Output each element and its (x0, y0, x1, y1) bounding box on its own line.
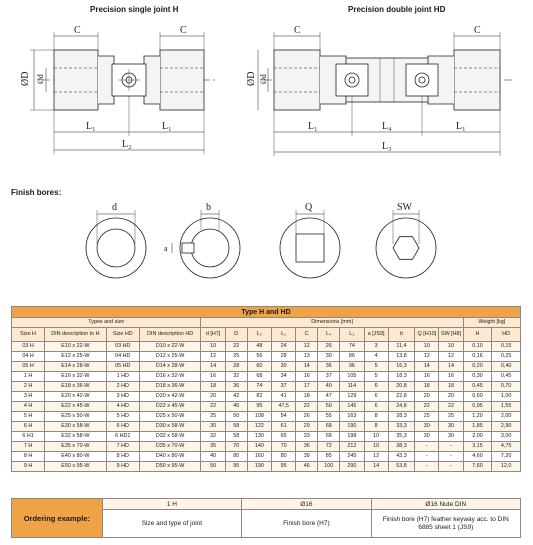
column-header: DIN description HD (139, 328, 201, 342)
bore-b-label: b (206, 202, 211, 213)
table-cell: 14 (296, 362, 318, 372)
table-cell: 28,3 (388, 412, 414, 422)
table-cell: 12 (201, 352, 225, 362)
table-cell: 68 (318, 422, 340, 432)
table-cell: 16 (415, 372, 439, 382)
table-cell: 3,00 (492, 432, 521, 442)
bore-sw-label: SW (397, 202, 412, 213)
table-row (12, 372, 521, 382)
table-cell: 0,60 (463, 392, 492, 402)
dim-c-left: C (294, 25, 301, 36)
table-cell: 20,8 (388, 382, 414, 392)
table-cell: 14 (439, 362, 463, 372)
table-row (12, 342, 521, 352)
table-cell: 12 (439, 352, 463, 362)
table-cell: 2,00 (463, 432, 492, 442)
spec-table-container (11, 306, 521, 472)
dim-l1-left: L₁ (308, 121, 318, 132)
table-cell: 46 (296, 462, 318, 472)
table-cell: 70 (225, 442, 247, 452)
table-cell: 24 (271, 342, 295, 352)
table-cell: 04 HD (106, 352, 139, 362)
order-col-size (102, 499, 241, 537)
table-cell: 39 (296, 452, 318, 462)
table-row (12, 362, 521, 372)
table-cell: 14 (201, 362, 225, 372)
table-cell: 20 (201, 392, 225, 402)
table-cell: 28 (271, 352, 295, 362)
table-cell: 30 (201, 422, 225, 432)
dim-bore-diameter: Ød (259, 74, 268, 84)
table-cell: 22 (201, 402, 225, 412)
table-cell: 16 (296, 372, 318, 382)
column-header: C (296, 328, 318, 342)
table-cell: 13,8 (388, 352, 414, 362)
table-cell: 6 HD (106, 422, 139, 432)
table-cell: D32 x 58-W (139, 432, 201, 442)
table-cell: 140 (247, 442, 271, 452)
table-cell: 40 (201, 452, 225, 462)
table-cell: - (439, 462, 463, 472)
table-cell: 190 (247, 462, 271, 472)
table-cell: 3 (364, 342, 388, 352)
table-cell: E18 x 36-W (45, 382, 107, 392)
table-row (12, 452, 521, 462)
table-cell: 35 (201, 442, 225, 452)
table-cell: 45 (225, 402, 247, 412)
table-cell: 61 (271, 422, 295, 432)
table-cell: 163 (340, 412, 364, 422)
table-cell: D30 x 58-W (139, 422, 201, 432)
table-cell: 50 (225, 412, 247, 422)
table-cell: 1,55 (492, 402, 521, 412)
table-cell: 5 HD (106, 412, 139, 422)
table-cell: 4 H (12, 402, 45, 412)
dim-c-left: C (74, 25, 81, 36)
table-cell: E35 x 70-W (45, 442, 107, 452)
table-cell: D10 x 22-W (139, 342, 201, 352)
column-header: DIN description to H (45, 328, 107, 342)
table-cell: 6 (364, 392, 388, 402)
column-header: L₃ (340, 328, 364, 342)
order-keyway-value: Ø16 Nute DIN (372, 499, 520, 510)
table-cell: 04 H (12, 352, 45, 362)
table-cell: 22 (439, 402, 463, 412)
table-cell: 80 (271, 452, 295, 462)
table-cell: 11,4 (388, 342, 414, 352)
table-cell: 54 (271, 412, 295, 422)
table-cell: 0,15 (492, 342, 521, 352)
single-joint-drawing (8, 14, 248, 164)
table-cell: 1 HD (106, 372, 139, 382)
table-cell: 6 (364, 382, 388, 392)
table-cell: E30 x 58-W (45, 422, 107, 432)
table-cell: 53,8 (388, 462, 414, 472)
column-header: SW [H8] (439, 328, 463, 342)
table-cell: D25 x 50-W (139, 412, 201, 422)
table-cell: 0,30 (463, 372, 492, 382)
table-cell: 42 (225, 392, 247, 402)
table-cell: 33 (296, 432, 318, 442)
table-cell: 6 H1 (12, 432, 45, 442)
table-row (12, 392, 521, 402)
dim-outer-diameter: ØD (246, 71, 257, 86)
table-cell: 68 (318, 432, 340, 442)
column-header: d [H7] (201, 328, 225, 342)
table-cell: 1 H (12, 372, 45, 382)
table-cell: D16 x 32-W (139, 372, 201, 382)
table-row (12, 442, 521, 452)
bore-a-label: a (164, 244, 168, 253)
column-headers (12, 328, 521, 342)
table-cell: 16,3 (388, 362, 414, 372)
order-size-value: 1 H (103, 499, 241, 510)
table-cell: 100 (318, 462, 340, 472)
table-cell: 25 (201, 412, 225, 422)
table-cell: 05 HD (106, 362, 139, 372)
table-cell: E40 x 80-W (45, 452, 107, 462)
table-cell: 12 (415, 352, 439, 362)
table-cell: 245 (340, 452, 364, 462)
table-cell: 12 (364, 452, 388, 462)
table-cell: - (415, 442, 439, 452)
table-cell: 41 (271, 392, 295, 402)
table-cell: 7,20 (492, 452, 521, 462)
dim-l3: L₃ (382, 141, 392, 152)
table-row (12, 352, 521, 362)
table-cell: 1,85 (463, 422, 492, 432)
table-cell: 24,8 (388, 402, 414, 412)
table-cell: 34 (271, 372, 295, 382)
table-cell: - (439, 452, 463, 462)
table-cell: D14 x 28-W (139, 362, 201, 372)
table-cell: 72 (318, 442, 340, 452)
table-cell: 37 (271, 382, 295, 392)
table-cell: 7 HD (106, 442, 139, 452)
table-cell: 18 (439, 382, 463, 392)
table-cell: 26 (296, 412, 318, 422)
table-cell: 50 (318, 402, 340, 412)
table-cell: 0,25 (492, 352, 521, 362)
table-cell: 3,15 (463, 442, 492, 452)
table-cell: 96 (340, 362, 364, 372)
table-cell: 95 (271, 462, 295, 472)
ordering-label: Ordering example: (12, 499, 102, 537)
table-cell: 145 (340, 402, 364, 412)
table-row (12, 382, 521, 392)
table-cell: 22,8 (388, 392, 414, 402)
table-cell: 22 (225, 342, 247, 352)
table-cell: 5 (364, 372, 388, 382)
table-cell: E12 x 25-W (45, 352, 107, 362)
table-cell: D12 x 25-W (139, 352, 201, 362)
table-cell: 3 HD (106, 392, 139, 402)
table-cell: 25 (225, 352, 247, 362)
table-cell: 10 (364, 432, 388, 442)
column-header: Size HD (106, 328, 139, 342)
table-cell: D40 x 80-W (139, 452, 201, 462)
table-cell: 9 H (12, 462, 45, 472)
table-cell: - (439, 442, 463, 452)
order-bore-desc: Finish bore (H7) (283, 519, 330, 527)
column-header: Size H (12, 328, 45, 342)
table-cell: 114 (340, 382, 364, 392)
table-cell: 2 H (12, 382, 45, 392)
table-cell: 5 H (12, 412, 45, 422)
table-cell: 80 (225, 452, 247, 462)
table-cell: 47,5 (271, 402, 295, 412)
table-cell: 58 (225, 422, 247, 432)
table-cell: 32 (225, 372, 247, 382)
column-header: b (388, 328, 414, 342)
table-cell: 95 (247, 402, 271, 412)
table-cell: 40 (318, 382, 340, 392)
table-cell: 22 (296, 402, 318, 412)
table-cell: D50 x 95-W (139, 462, 201, 472)
table-cell: 30 (439, 432, 463, 442)
table-cell: 26 (318, 342, 340, 352)
table-cell: 65 (271, 432, 295, 442)
table-cell: 8 H (12, 452, 45, 462)
table-cell: 198 (340, 432, 364, 442)
ordering-example (11, 498, 521, 538)
table-cell: 18 (201, 382, 225, 392)
table-cell: 55 (318, 412, 340, 422)
table-cell: 35,3 (388, 432, 414, 442)
order-col-bore (241, 499, 370, 537)
table-cell: E20 x 42-W (45, 392, 107, 402)
table-cell: 0,10 (463, 342, 492, 352)
table-cell: 29 (296, 422, 318, 432)
table-cell: 130 (247, 432, 271, 442)
table-cell: 7,60 (463, 462, 492, 472)
table-cell: 2,90 (492, 422, 521, 432)
table-cell: 2,00 (492, 412, 521, 422)
table-cell: 2 HD (106, 382, 139, 392)
table-cell: E25 x 50-W (45, 412, 107, 422)
dim-l1-right: L₁ (456, 121, 466, 132)
table-cell: 4,60 (463, 452, 492, 462)
dim-outer-diameter: ØD (20, 71, 31, 86)
table-cell: 47 (318, 392, 340, 402)
table-cell: 13 (296, 352, 318, 362)
table-row (12, 412, 521, 422)
table-cell: 20 (439, 392, 463, 402)
table-cell: 0,45 (492, 372, 521, 382)
table-cell: 30 (318, 352, 340, 362)
table-cell: 160 (247, 452, 271, 462)
table-cell: 190 (340, 422, 364, 432)
table-cell: E14 x 28-W (45, 362, 107, 372)
table-cell: 37 (318, 372, 340, 382)
table-cell: 1,00 (492, 392, 521, 402)
dim-l1-left: L₁ (86, 121, 96, 132)
column-header: L₁ (271, 328, 295, 342)
order-size-desc: Size and type of joint (141, 519, 203, 527)
table-cell: 3 H (12, 392, 45, 402)
table-cell: 30 (271, 362, 295, 372)
table-cell: E50 x 95-W (45, 462, 107, 472)
table-cell: 0,70 (492, 382, 521, 392)
table-cell: 38,3 (388, 442, 414, 452)
table-cell: 36 (296, 442, 318, 452)
finish-bores-drawing (60, 200, 470, 280)
table-cell: 17 (296, 382, 318, 392)
group-dimensions: Dimensions [mm] (201, 318, 463, 328)
table-cell: D35 x 70-W (139, 442, 201, 452)
spec-table (11, 306, 521, 472)
table-cell: 4 HD (106, 402, 139, 412)
table-row (12, 422, 521, 432)
table-cell: 05 H (12, 362, 45, 372)
table-cell: 68 (247, 372, 271, 382)
column-header: HD (492, 328, 521, 342)
table-title: Type H and HD (12, 307, 521, 318)
order-col-keyway (371, 499, 520, 537)
table-cell: 25 (439, 412, 463, 422)
table-cell: 1,20 (463, 412, 492, 422)
table-cell: 36 (225, 382, 247, 392)
table-cell: 5 (364, 362, 388, 372)
table-cell: 8 (364, 422, 388, 432)
table-row (12, 402, 521, 412)
column-header: D (225, 328, 247, 342)
table-cell: D20 x 42-W (139, 392, 201, 402)
table-cell: 74 (247, 382, 271, 392)
group-types: Types and size (12, 318, 201, 328)
table-cell: 50 (201, 462, 225, 472)
table-cell: 12 (296, 342, 318, 352)
table-cell: 60 (247, 362, 271, 372)
table-cell: E32 x 58-W (45, 432, 107, 442)
table-cell: 82 (247, 392, 271, 402)
double-joint-drawing (246, 14, 526, 164)
table-cell: 18 (415, 382, 439, 392)
table-cell: 8 HD (106, 452, 139, 462)
table-cell: 18 (296, 392, 318, 402)
table-cell: - (415, 462, 439, 472)
finish-bores-label: Finish bores: (11, 188, 62, 197)
order-keyway-desc: Finish bore (H7) feather keyway acc. to DIN 6885 sheet 1 (JS9) (382, 515, 509, 531)
dim-l2: L₂ (122, 139, 132, 150)
table-cell: 48 (247, 342, 271, 352)
table-cell: - (415, 452, 439, 462)
table-cell: 16 (201, 372, 225, 382)
table-cell: 85 (318, 452, 340, 462)
table-cell: 10 (364, 442, 388, 452)
table-cell: 290 (340, 462, 364, 472)
table-cell: 16 (439, 372, 463, 382)
table-cell: 129 (340, 392, 364, 402)
table-cell: 0,95 (463, 402, 492, 412)
table-cell: 30 (439, 422, 463, 432)
table-cell: 25 (415, 412, 439, 422)
table-cell: 212 (340, 442, 364, 452)
table-cell: 95 (225, 462, 247, 472)
table-cell: 14 (364, 462, 388, 472)
table-cell: D18 x 36-W (139, 382, 201, 392)
table-cell: 32 (201, 432, 225, 442)
table-cell: 12,0 (492, 462, 521, 472)
table-cell: 7 H (12, 442, 45, 452)
table-cell: 0,40 (492, 362, 521, 372)
table-cell: 6 HD1 (106, 432, 139, 442)
double-joint-title: Precision double joint HD (348, 5, 446, 14)
table-cell: 22 (415, 402, 439, 412)
table-cell: 58 (225, 432, 247, 442)
dim-bore-diameter: Ød (36, 74, 45, 84)
table-cell: 6 (364, 402, 388, 412)
table-cell: 03 H (12, 342, 45, 352)
table-cell: 43,3 (388, 452, 414, 462)
single-joint-title: Precision single joint H (90, 5, 179, 14)
table-cell: 30 (415, 432, 439, 442)
table-cell: 33,3 (388, 422, 414, 432)
table-cell: 14 (415, 362, 439, 372)
table-cell: 8 (364, 412, 388, 422)
table-cell: 10 (415, 342, 439, 352)
table-cell: 108 (247, 412, 271, 422)
table-cell: 122 (247, 422, 271, 432)
table-cell: E22 x 45-W (45, 402, 107, 412)
table-cell: 105 (340, 372, 364, 382)
dim-l4: L₄ (382, 121, 392, 132)
table-cell: 4,75 (492, 442, 521, 452)
table-cell: E10 x 22-W (45, 342, 107, 352)
table-cell: 20 (415, 392, 439, 402)
table-cell: 36 (318, 362, 340, 372)
table-cell: 10 (439, 342, 463, 352)
table-cell: 30 (415, 422, 439, 432)
column-header: H (463, 328, 492, 342)
table-cell: 70 (271, 442, 295, 452)
table-row (12, 432, 521, 442)
table-cell: 03 HD (106, 342, 139, 352)
column-header: Q [H10] (415, 328, 439, 342)
table-cell: 18,3 (388, 372, 414, 382)
column-header: a [JS9] (364, 328, 388, 342)
table-cell: 4 (364, 352, 388, 362)
table-cell: 0,20 (463, 362, 492, 372)
dim-c-right: C (474, 25, 481, 36)
bore-d-label: d (112, 202, 117, 213)
table-row (12, 462, 521, 472)
order-bore-value: Ø16 (242, 499, 370, 510)
table-cell: 9 HD (106, 462, 139, 472)
dim-l1-right: L₁ (162, 121, 172, 132)
table-cell: D22 x 45-W (139, 402, 201, 412)
table-cell: 0,45 (463, 382, 492, 392)
dim-c-right: C (180, 25, 187, 36)
table-cell: 56 (247, 352, 271, 362)
table-cell: 0,16 (463, 352, 492, 362)
table-cell: 86 (340, 352, 364, 362)
table-body (12, 342, 521, 472)
column-header: L₂ (247, 328, 271, 342)
table-cell: 10 (201, 342, 225, 352)
column-header: L₄ (318, 328, 340, 342)
group-weight: Weight [kg] (463, 318, 520, 328)
table-cell: 74 (340, 342, 364, 352)
table-cell: 6 H (12, 422, 45, 432)
table-cell: E16 x 32-W (45, 372, 107, 382)
table-cell: 28 (225, 362, 247, 372)
bore-q-label: Q (305, 202, 313, 213)
